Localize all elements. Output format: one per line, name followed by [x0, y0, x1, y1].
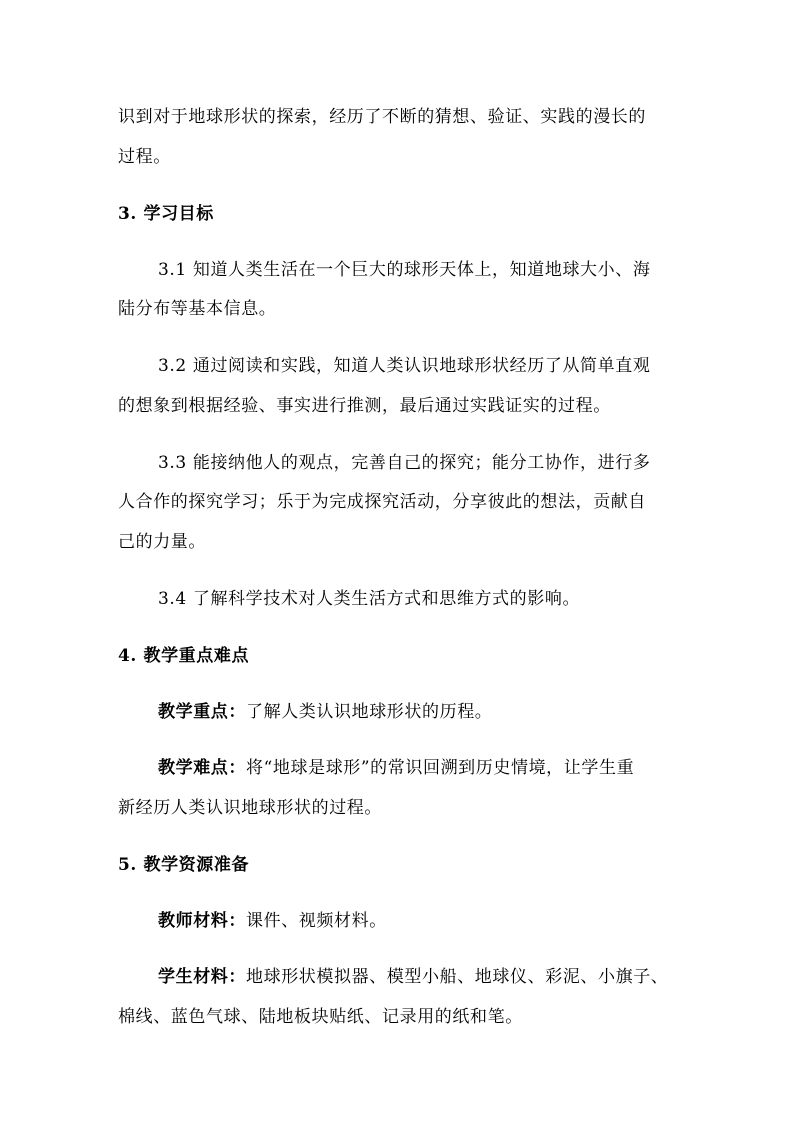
section-5-heading: 5. 教学资源准备 [118, 855, 250, 875]
teacher-materials-paragraph [158, 910, 387, 932]
student-materials-paragraph-line-1 [158, 966, 668, 988]
section-4-heading: 4. 教学重点难点 [118, 646, 250, 666]
teacher-materials-label: 教师材料： [158, 911, 246, 931]
key-point-label: 教学重点： [158, 702, 246, 722]
objective-3-3-line-1: 3.3 能接纳他人的观点，完善自己的探究；能分工协作，进行多 [158, 453, 651, 473]
objective-3-2-line-2: 的想象到根据经验、事实进行推测，最后通过实践证实的过程。 [118, 396, 611, 416]
student-materials-text-line-2: 棉线、蓝色气球、陆地板块贴纸、记录用的纸和笔。 [118, 1007, 523, 1027]
key-point-text: 了解人类认识地球形状的历程。 [246, 702, 493, 722]
intro-line-1: 识到对于地球形状的探索，经历了不断的猜想、验证、实践的漫长的 [118, 107, 646, 127]
objective-3-3-line-3: 己的力量。 [118, 532, 206, 552]
student-materials-text-line-1: 地球形状模拟器、模型小船、地球仪、彩泥、小旗子、 [246, 967, 669, 987]
objective-3-1-line-1: 3.1 知道人类生活在一个巨大的球形天体上，知道地球大小、海 [158, 260, 651, 280]
objective-3-4-line-1: 3.4 了解科学技术对人类生活方式和思维方式的影响。 [158, 589, 581, 609]
difficulty-text-line-2: 新经历人类认识地球形状的过程。 [118, 798, 382, 818]
intro-line-2: 过程。 [118, 147, 171, 167]
difficulty-text-line-1: 将“地球是球形”的常识回溯到历史情境，让学生重 [246, 758, 635, 778]
objective-3-2-line-1: 3.2 通过阅读和实践，知道人类认识地球形状经历了从简单直观 [158, 356, 651, 376]
difficulty-label: 教学难点： [158, 758, 246, 778]
student-materials-label: 学生材料： [158, 967, 246, 987]
difficulty-paragraph-line-1 [158, 757, 634, 779]
section-3-heading: 3. 学习目标 [118, 204, 214, 224]
objective-3-3-line-2: 人合作的探究学习；乐于为完成探究活动，分享彼此的想法，贡献自 [118, 492, 646, 512]
objective-3-1-line-2: 陆分布等基本信息。 [118, 299, 277, 319]
key-point-paragraph [158, 701, 492, 723]
teacher-materials-text: 课件、视频材料。 [246, 911, 387, 931]
